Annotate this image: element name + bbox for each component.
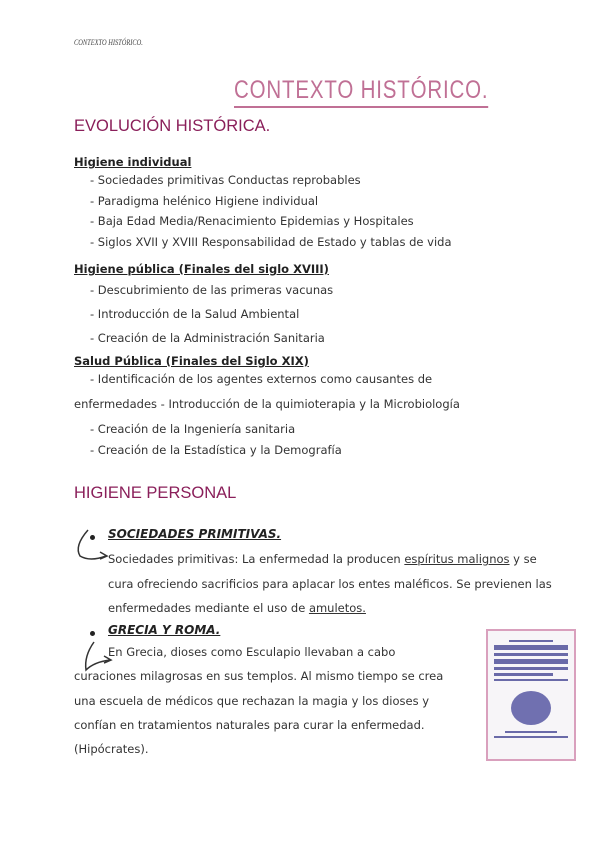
paragraph-line: cura ofreciendo sacrificios para aplacar los entes maléficos. Se previenen las (108, 577, 552, 591)
subheading-higiene-publica: Higiene pública (Finales del siglo XVIII) (74, 262, 329, 276)
paragraph-line: (Hipócrates). (74, 742, 149, 756)
bullet-title-grecia-roma: GRECIA Y ROMA. (108, 623, 221, 637)
paragraph-line: una escuela de médicos que rechazan la magia y los dioses y (74, 694, 430, 708)
section-heading-higiene-personal: HIGIENE PERSONAL (74, 484, 237, 502)
underlined-term: espíritus malignos (404, 552, 510, 566)
list-item: enfermedades - Introducción de la quimioterapia y la Microbiología (74, 397, 460, 411)
paragraph-line: curaciones milagrosas en sus templos. Al mismo tiempo se crea (74, 669, 444, 683)
list-item: - Descubrimiento de las primeras vacunas (90, 283, 334, 297)
running-header: CONTEXTO HISTÓRICO. (74, 38, 143, 47)
list-item: - Creación de la Administración Sanitaria (90, 331, 325, 345)
paragraph-line: confían en tratamientos naturales para curar la enfermedad. (74, 718, 425, 732)
paragraph-line: enfermedades mediante el uso de amuletos. (108, 601, 366, 615)
paragraph-line: En Grecia, dioses como Esculapio llevaban a cabo (108, 645, 396, 659)
paragraph-line: Sociedades primitivas: La enfermedad la producen espíritus malignos y se (108, 552, 537, 566)
subheading-salud-publica: Salud Pública (Finales del Siglo XIX) (74, 354, 309, 368)
list-item: - Identificación de los agentes externos como causantes de (90, 372, 433, 386)
hippocrates-book-cover-image (486, 629, 576, 761)
list-item: - Siglos XVII y XVIII Responsabilidad de Estado y tablas de vida (90, 235, 452, 249)
list-item: - Paradigma helénico Higiene individual (90, 194, 319, 208)
page-title: CONTEXTO HISTÓRICO. (234, 76, 488, 108)
subheading-higiene-individual: Higiene individual (74, 155, 192, 169)
list-item: - Introducción de la Salud Ambiental (90, 307, 300, 321)
underlined-term: amuletos. (308, 601, 366, 615)
list-item: - Baja Edad Media/Renacimiento Epidemias y Hospitales (90, 214, 414, 228)
list-item: - Sociedades primitivas Conductas reprobables (90, 173, 361, 187)
section-heading-evolucion: EVOLUCIÓN HISTÓRICA. (74, 117, 271, 135)
list-item: - Creación de la Estadística y la Demografía (90, 443, 342, 457)
list-item: - Creación de la Ingeniería sanitaria (90, 422, 296, 436)
bullet-icon (90, 631, 95, 636)
bullet-title-sociedades: SOCIEDADES PRIMITIVAS. (108, 527, 282, 541)
curved-arrow-icon (72, 528, 112, 568)
